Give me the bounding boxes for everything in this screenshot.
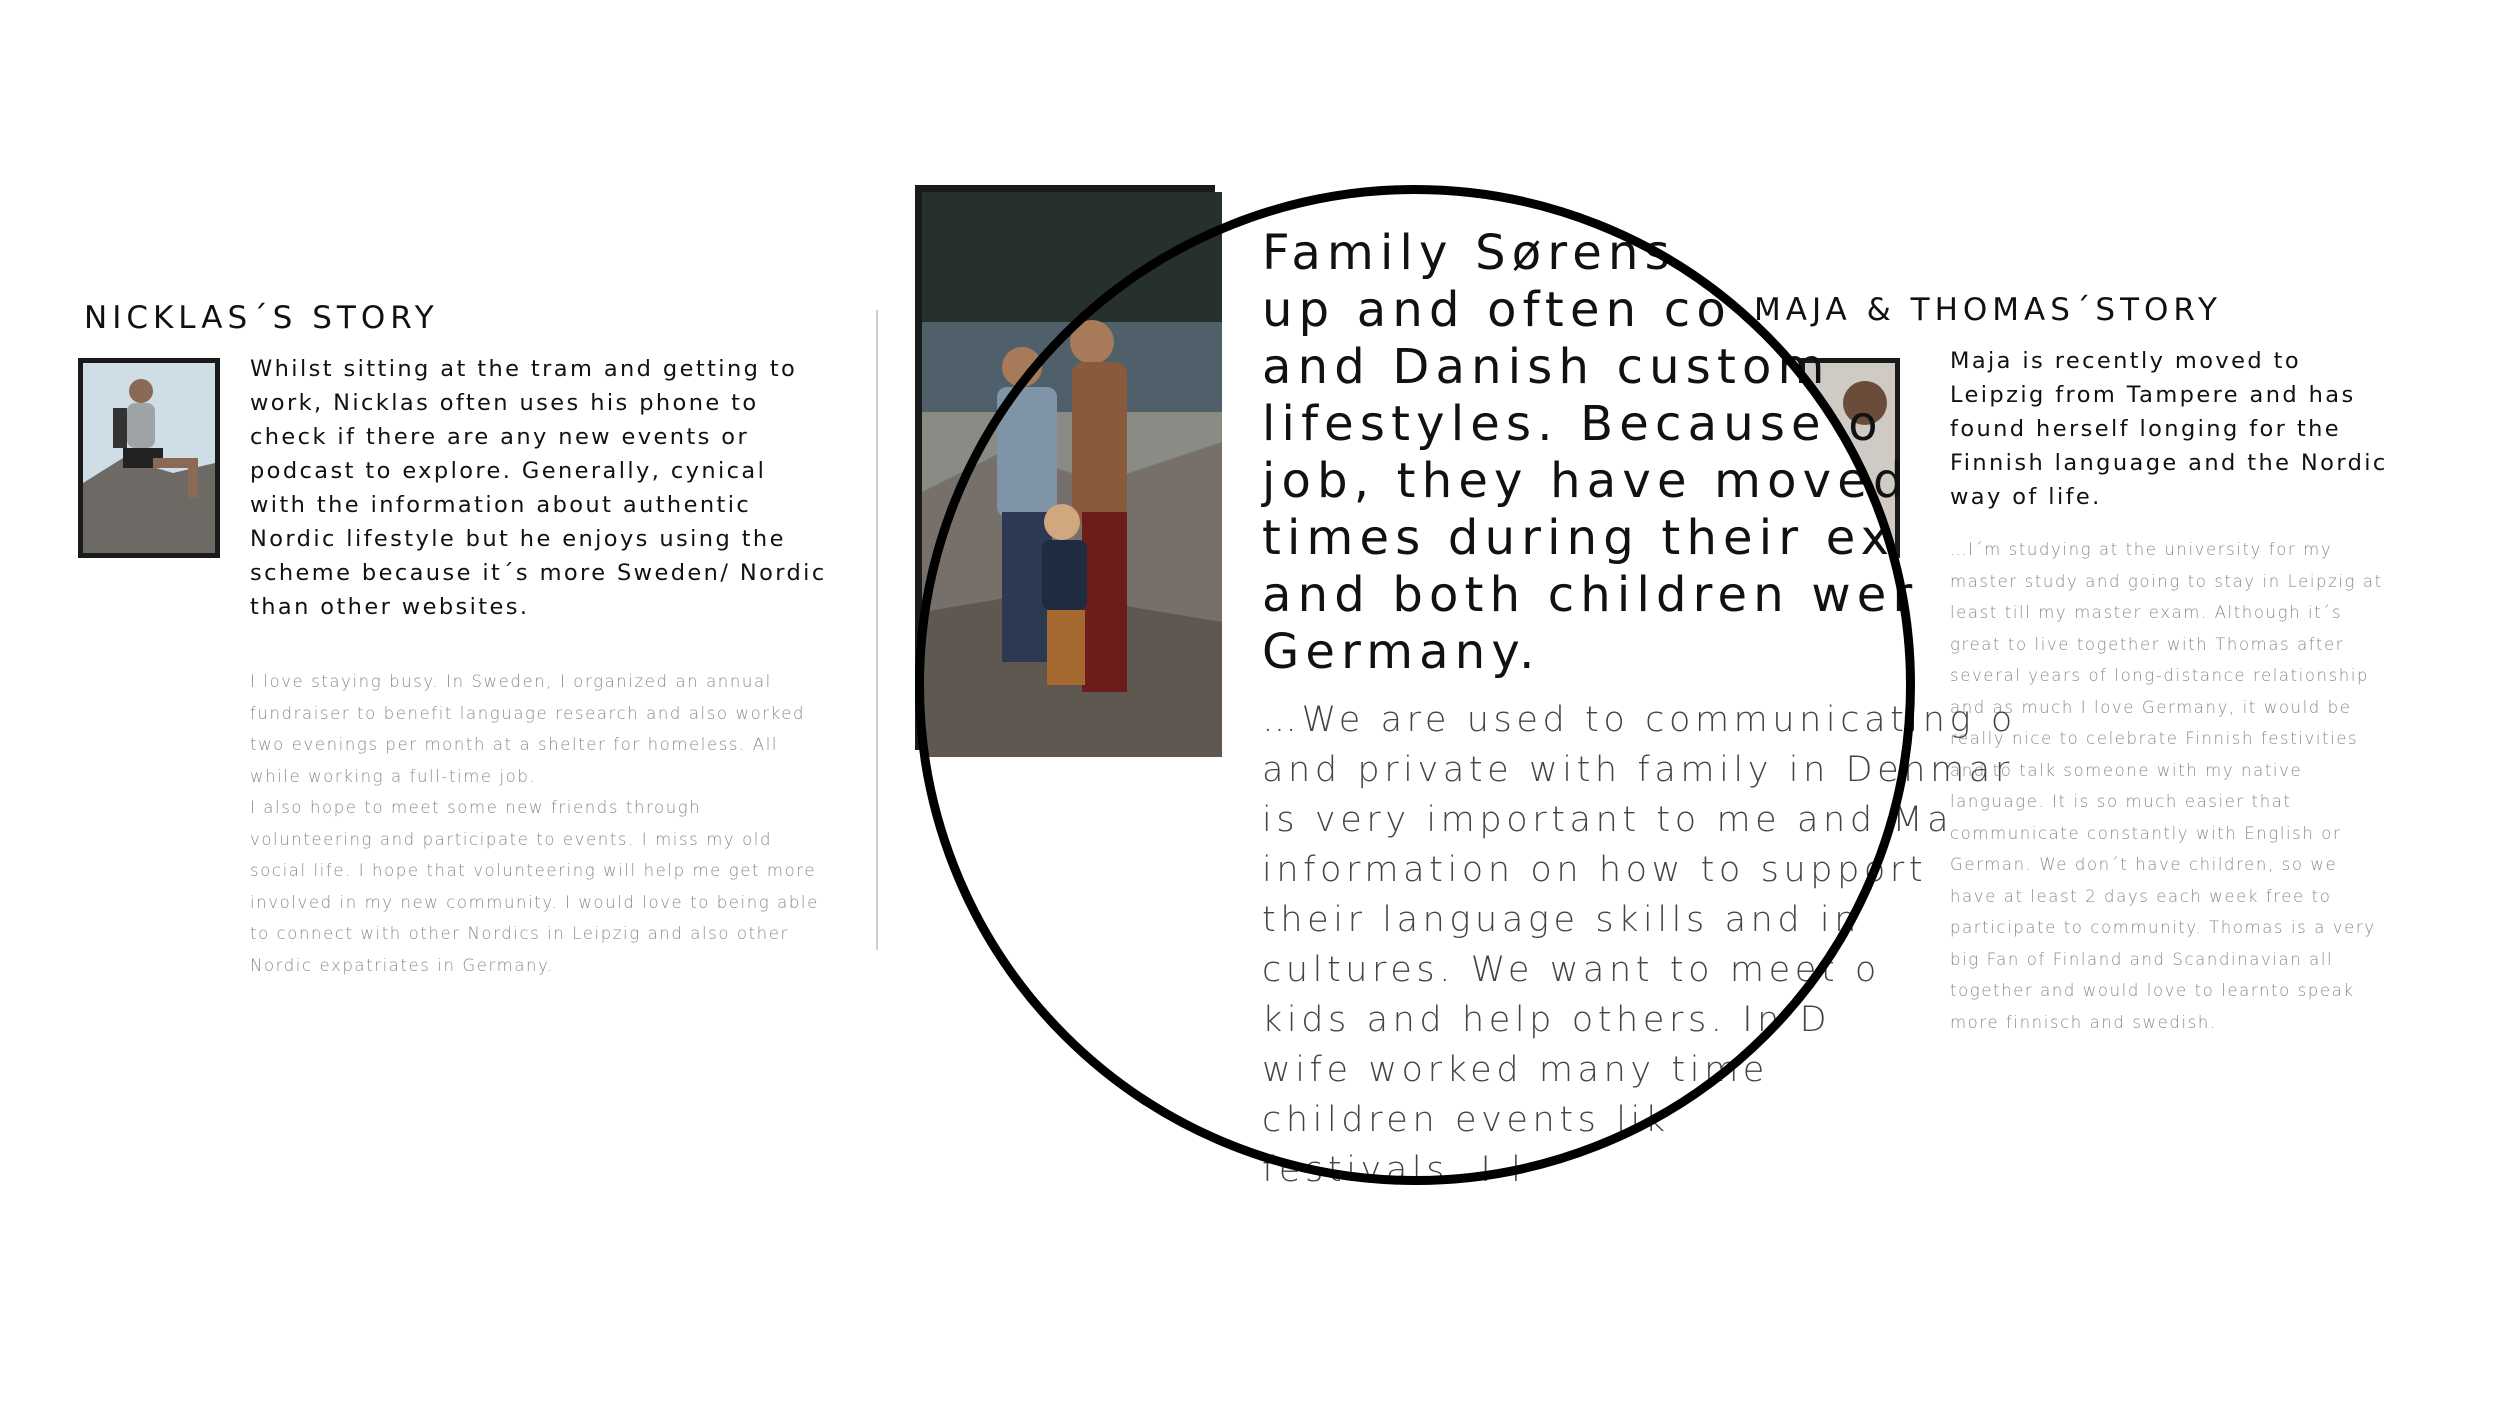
family-zoom-title: Family Sørens up and often co and Danish custom lifestyles. Because o job, they have moved times during their ex and both children wer Germany. [1262,225,1919,680]
nicklas-photo-illustration [83,363,215,553]
family-photo-illustration [922,192,1222,757]
maja-intro: Maja is recently moved to Leipzig from Tampere and has found herself longing for the Finnish language and the Nordic way of life. [1950,348,2388,510]
nicklas-story-heading: NICKLAS´S STORY [84,300,439,336]
maja-thomas-story-heading: MAJA & THOMAS´STORY [1754,292,2222,328]
family-zoom-body: …We are used to communicating o and private with family in Denmar is very important to me and Ma information on how to support their language skills and in cultures. We want to meet o kids and help others. In D wife worked many time children events lik festivals. I l [1262,700,2017,1190]
nicklas-intro: Whilst sitting at the tram and getting to work, Nicklas often uses his phone to check if there are any new events or podcast to explore. Generally, cynical with the information about authentic Nordic lifestyle but he enjoys using the scheme because it´s more Sweden/ Nordic than other websites. [250,356,827,620]
column-divider [876,310,878,950]
nicklas-body: I love staying busy. In Sweden, I organized an annual fundraiser to benefit language research and also worked two evenings per month at a shelter for homeless. All while working a full-time job. I also hope to meet some new friends through volunteering and participate to events. I miss my old social life. I hope that volunteering will help me get more involved in my new community. I would love to being able to connect with other Nordics in Leipzig and also other Nordic expatriates in Germany. [250,672,819,975]
family-photo-zoomed [915,185,1215,750]
nicklas-photo [78,358,220,558]
maja-body: …I´m studying at the university for my master study and going to stay in Leipzig at least till my master exam. Although it´s great to live together with Thomas after several years of long-distance relationship and as much I love Germany, it would be really nice to celebrate Finnish festivities and to talk someone with my native language. It is so much easier that communicate constantly with English or German. We don´t have children, so we have at least 2 days each week free to participate to community. Thomas is a very big Fan of Finland and Scandinavian all together and would love to learnto speak more finnisch and swedish. [1950,540,2383,1032]
